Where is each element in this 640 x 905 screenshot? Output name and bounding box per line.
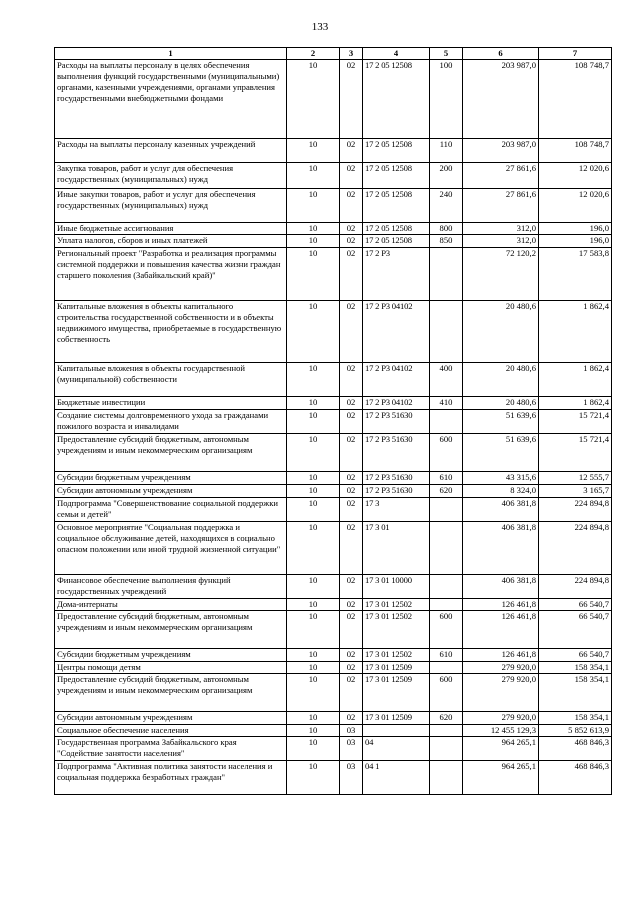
table-row	[55, 737, 612, 761]
row-name: Капитальные вложения в объекты государственной (муниципальной) собственности	[55, 363, 287, 397]
table-row	[55, 189, 612, 223]
table-row	[55, 611, 612, 649]
row-name: Иные закупки товаров, работ и услуг для обеспечения государственных (муниципальных) нужд	[55, 189, 287, 223]
row-target-article: 04	[363, 737, 430, 761]
row-expense-type: 800	[430, 223, 463, 235]
row-name: Региональный проект "Разработка и реализация программы системной поддержки и повышения качества жизни граждан старшего поколения (Забайкальский край)"	[55, 248, 287, 301]
table-row	[55, 649, 612, 662]
row-subsection: 02	[340, 599, 363, 611]
row-target-article	[363, 725, 430, 737]
row-value-approved: 20 480,6	[463, 301, 539, 363]
column-header: 6	[463, 48, 539, 60]
row-expense-type	[430, 725, 463, 737]
row-value-approved: 312,0	[463, 235, 539, 248]
row-section: 10	[287, 189, 340, 223]
row-section: 10	[287, 301, 340, 363]
row-name: Бюджетные инвестиции	[55, 397, 287, 410]
row-expense-type: 850	[430, 235, 463, 248]
row-target-article: 17 3 01 12502	[363, 599, 430, 611]
row-expense-type	[430, 737, 463, 761]
row-value-executed: 66 540,7	[539, 649, 612, 662]
row-value-executed: 17 583,8	[539, 248, 612, 301]
row-expense-type: 610	[430, 649, 463, 662]
row-subsection: 02	[340, 301, 363, 363]
table-row	[55, 223, 612, 235]
row-expense-type	[430, 599, 463, 611]
row-value-executed: 224 894,8	[539, 522, 612, 575]
row-section: 10	[287, 60, 340, 139]
row-target-article: 17 2 Р3 51630	[363, 485, 430, 498]
row-section: 10	[287, 725, 340, 737]
row-target-article: 17 2 05 12508	[363, 163, 430, 189]
row-section: 10	[287, 737, 340, 761]
row-target-article: 17 3 01 12509	[363, 712, 430, 725]
row-target-article: 17 3 01 12502	[363, 649, 430, 662]
row-section: 10	[287, 410, 340, 434]
row-section: 10	[287, 712, 340, 725]
budget-table	[54, 47, 612, 795]
row-name: Расходы на выплаты персоналу казенных учреждений	[55, 139, 287, 163]
row-value-executed: 108 748,7	[539, 139, 612, 163]
row-expense-type: 200	[430, 163, 463, 189]
row-name: Субсидии автономным учреждениям	[55, 485, 287, 498]
row-expense-type	[430, 410, 463, 434]
row-subsection: 02	[340, 248, 363, 301]
row-subsection: 02	[340, 662, 363, 674]
row-value-approved: 406 381,8	[463, 522, 539, 575]
table-row	[55, 761, 612, 795]
row-target-article: 17 2 05 12508	[363, 235, 430, 248]
row-target-article: 17 2 05 12508	[363, 60, 430, 139]
row-value-executed: 196,0	[539, 235, 612, 248]
row-expense-type	[430, 575, 463, 599]
row-target-article: 04 1	[363, 761, 430, 795]
table-row	[55, 472, 612, 485]
row-subsection: 02	[340, 649, 363, 662]
row-target-article: 17 2 Р3	[363, 248, 430, 301]
row-value-approved: 964 265,1	[463, 737, 539, 761]
row-target-article: 17 2 Р3 51630	[363, 410, 430, 434]
page-number: 133	[311, 21, 329, 33]
table-row	[55, 248, 612, 301]
row-value-approved: 964 265,1	[463, 761, 539, 795]
row-value-executed: 66 540,7	[539, 611, 612, 649]
row-expense-type	[430, 662, 463, 674]
row-subsection: 02	[340, 498, 363, 522]
row-name: Субсидии автономным учреждениям	[55, 712, 287, 725]
row-value-approved: 27 861,6	[463, 189, 539, 223]
row-expense-type	[430, 522, 463, 575]
row-value-approved: 126 461,8	[463, 649, 539, 662]
row-name: Субсидии бюджетным учреждениям	[55, 472, 287, 485]
row-value-approved: 126 461,8	[463, 599, 539, 611]
row-value-executed: 12 020,6	[539, 189, 612, 223]
table-row	[55, 235, 612, 248]
row-subsection: 02	[340, 575, 363, 599]
row-target-article: 17 3 01 12509	[363, 662, 430, 674]
row-subsection: 03	[340, 761, 363, 795]
table-row	[55, 363, 612, 397]
table-row	[55, 575, 612, 599]
row-value-executed: 158 354,1	[539, 674, 612, 712]
row-section: 10	[287, 611, 340, 649]
row-name: Уплата налогов, сборов и иных платежей	[55, 235, 287, 248]
row-name: Предоставление субсидий бюджетным, автономным учреждениям и иным некоммерческим организациям	[55, 611, 287, 649]
row-section: 10	[287, 163, 340, 189]
row-name: Капитальные вложения в объекты капитального строительства государственной собственности и в объекты недвижимого имущества, приобретаемые в государственную собственность	[55, 301, 287, 363]
row-value-executed: 468 846,3	[539, 737, 612, 761]
column-header: 5	[430, 48, 463, 60]
row-target-article: 17 3 01 12502	[363, 611, 430, 649]
row-expense-type: 410	[430, 397, 463, 410]
row-value-executed: 108 748,7	[539, 60, 612, 139]
row-expense-type: 610	[430, 472, 463, 485]
row-name: Расходы на выплаты персоналу в целях обеспечения выполнения функций государственными (муниципальными) органами, казенными учреждениями, органами управления государственными внебюджетными фондами	[55, 60, 287, 139]
row-value-executed: 15 721,4	[539, 434, 612, 472]
row-section: 10	[287, 522, 340, 575]
table-row	[55, 397, 612, 410]
column-header: 4	[363, 48, 430, 60]
row-expense-type: 400	[430, 363, 463, 397]
row-subsection: 02	[340, 363, 363, 397]
row-subsection: 02	[340, 485, 363, 498]
row-value-executed: 158 354,1	[539, 712, 612, 725]
row-value-approved: 279 920,0	[463, 674, 539, 712]
row-value-approved: 27 861,6	[463, 163, 539, 189]
row-value-approved: 279 920,0	[463, 712, 539, 725]
row-target-article: 17 2 Р3 04102	[363, 397, 430, 410]
row-target-article: 17 3 01 12509	[363, 674, 430, 712]
row-section: 10	[287, 674, 340, 712]
row-expense-type: 600	[430, 434, 463, 472]
row-value-executed: 224 894,8	[539, 575, 612, 599]
row-value-approved: 406 381,8	[463, 575, 539, 599]
row-value-executed: 196,0	[539, 223, 612, 235]
row-value-approved: 51 639,6	[463, 410, 539, 434]
table-row	[55, 498, 612, 522]
row-section: 10	[287, 248, 340, 301]
row-subsection: 02	[340, 472, 363, 485]
row-section: 10	[287, 363, 340, 397]
table-row	[55, 434, 612, 472]
row-name: Центры помощи детям	[55, 662, 287, 674]
row-name: Предоставление субсидий бюджетным, автономным учреждениям и иным некоммерческим организациям	[55, 434, 287, 472]
row-section: 10	[287, 235, 340, 248]
row-section: 10	[287, 498, 340, 522]
table-row	[55, 301, 612, 363]
row-value-executed: 15 721,4	[539, 410, 612, 434]
row-value-approved: 20 480,6	[463, 397, 539, 410]
row-expense-type	[430, 301, 463, 363]
row-target-article: 17 2 Р3 04102	[363, 301, 430, 363]
row-section: 10	[287, 649, 340, 662]
row-name: Основное мероприятие "Социальная поддержка и социальное обслуживание детей, находящихся в социально опасном положении или иной трудной жизненной ситуации"	[55, 522, 287, 575]
row-value-executed: 158 354,1	[539, 662, 612, 674]
row-expense-type	[430, 761, 463, 795]
row-target-article: 17 2 05 12508	[363, 223, 430, 235]
row-subsection: 03	[340, 737, 363, 761]
table-row	[55, 599, 612, 611]
row-value-approved: 43 315,6	[463, 472, 539, 485]
table-row	[55, 674, 612, 712]
row-value-executed: 1 862,4	[539, 301, 612, 363]
row-name: Социальное обеспечение населения	[55, 725, 287, 737]
row-section: 10	[287, 397, 340, 410]
row-value-executed: 1 862,4	[539, 397, 612, 410]
row-target-article: 17 3	[363, 498, 430, 522]
row-name: Иные бюджетные ассигнования	[55, 223, 287, 235]
row-section: 10	[287, 575, 340, 599]
row-section: 10	[287, 223, 340, 235]
row-subsection: 02	[340, 522, 363, 575]
table-row	[55, 163, 612, 189]
table-row	[55, 410, 612, 434]
row-name: Государственная программа Забайкальского края "Содействие занятости населения"	[55, 737, 287, 761]
row-expense-type: 110	[430, 139, 463, 163]
row-subsection: 02	[340, 189, 363, 223]
row-expense-type: 620	[430, 485, 463, 498]
row-value-executed: 12 020,6	[539, 163, 612, 189]
row-subsection: 02	[340, 60, 363, 139]
table-body	[55, 60, 612, 795]
row-value-approved: 203 987,0	[463, 139, 539, 163]
column-header: 1	[55, 48, 287, 60]
row-name: Подпрограмма "Активная политика занятости населения и социальная поддержка безработных граждан"	[55, 761, 287, 795]
row-subsection: 02	[340, 163, 363, 189]
row-value-approved: 8 324,0	[463, 485, 539, 498]
row-expense-type: 600	[430, 674, 463, 712]
row-section: 10	[287, 662, 340, 674]
row-name: Закупка товаров, работ и услуг для обеспечения государственных (муниципальных) нужд	[55, 163, 287, 189]
row-expense-type: 100	[430, 60, 463, 139]
row-value-approved: 72 120,2	[463, 248, 539, 301]
row-target-article: 17 3 01	[363, 522, 430, 575]
row-section: 10	[287, 599, 340, 611]
column-header: 7	[539, 48, 612, 60]
table-row	[55, 60, 612, 139]
row-expense-type: 600	[430, 611, 463, 649]
column-header: 2	[287, 48, 340, 60]
row-section: 10	[287, 139, 340, 163]
row-section: 10	[287, 434, 340, 472]
table-row	[55, 139, 612, 163]
row-target-article: 17 2 Р3 04102	[363, 363, 430, 397]
row-section: 10	[287, 472, 340, 485]
row-target-article: 17 2 Р3 51630	[363, 472, 430, 485]
header-row	[55, 48, 612, 60]
row-target-article: 17 2 05 12508	[363, 189, 430, 223]
row-subsection: 03	[340, 725, 363, 737]
row-target-article: 17 3 01 10000	[363, 575, 430, 599]
row-name: Субсидии бюджетным учреждениям	[55, 649, 287, 662]
row-value-executed: 5 852 613,9	[539, 725, 612, 737]
row-value-executed: 224 894,8	[539, 498, 612, 522]
row-name: Создание системы долговременного ухода за гражданами пожилого возраста и инвалидами	[55, 410, 287, 434]
row-subsection: 02	[340, 712, 363, 725]
row-value-approved: 51 639,6	[463, 434, 539, 472]
row-name: Предоставление субсидий бюджетным, автономным учреждениям и иным некоммерческим организациям	[55, 674, 287, 712]
row-value-executed: 1 862,4	[539, 363, 612, 397]
row-value-approved: 12 455 129,3	[463, 725, 539, 737]
table-row	[55, 485, 612, 498]
row-expense-type	[430, 498, 463, 522]
row-subsection: 02	[340, 611, 363, 649]
row-target-article: 17 2 05 12508	[363, 139, 430, 163]
row-expense-type: 240	[430, 189, 463, 223]
row-name: Подпрограмма "Совершенствование социальной поддержки семьи и детей"	[55, 498, 287, 522]
row-value-approved: 312,0	[463, 223, 539, 235]
row-subsection: 02	[340, 397, 363, 410]
row-value-approved: 126 461,8	[463, 611, 539, 649]
row-section: 10	[287, 485, 340, 498]
row-value-executed: 66 540,7	[539, 599, 612, 611]
row-target-article: 17 2 Р3 51630	[363, 434, 430, 472]
row-value-approved: 406 381,8	[463, 498, 539, 522]
row-expense-type: 620	[430, 712, 463, 725]
table-row	[55, 725, 612, 737]
row-section: 10	[287, 761, 340, 795]
row-value-executed: 12 555,7	[539, 472, 612, 485]
row-subsection: 02	[340, 235, 363, 248]
column-header: 3	[340, 48, 363, 60]
row-subsection: 02	[340, 434, 363, 472]
row-value-approved: 279 920,0	[463, 662, 539, 674]
row-subsection: 02	[340, 139, 363, 163]
row-value-approved: 20 480,6	[463, 363, 539, 397]
row-subsection: 02	[340, 674, 363, 712]
row-subsection: 02	[340, 410, 363, 434]
row-name: Финансовое обеспечение выполнения функций государственных учреждений	[55, 575, 287, 599]
table-row	[55, 662, 612, 674]
row-value-executed: 3 165,7	[539, 485, 612, 498]
table-row	[55, 712, 612, 725]
table-row	[55, 522, 612, 575]
row-subsection: 02	[340, 223, 363, 235]
row-value-approved: 203 987,0	[463, 60, 539, 139]
row-value-executed: 468 846,3	[539, 761, 612, 795]
row-expense-type	[430, 248, 463, 301]
row-name: Дома-интернаты	[55, 599, 287, 611]
